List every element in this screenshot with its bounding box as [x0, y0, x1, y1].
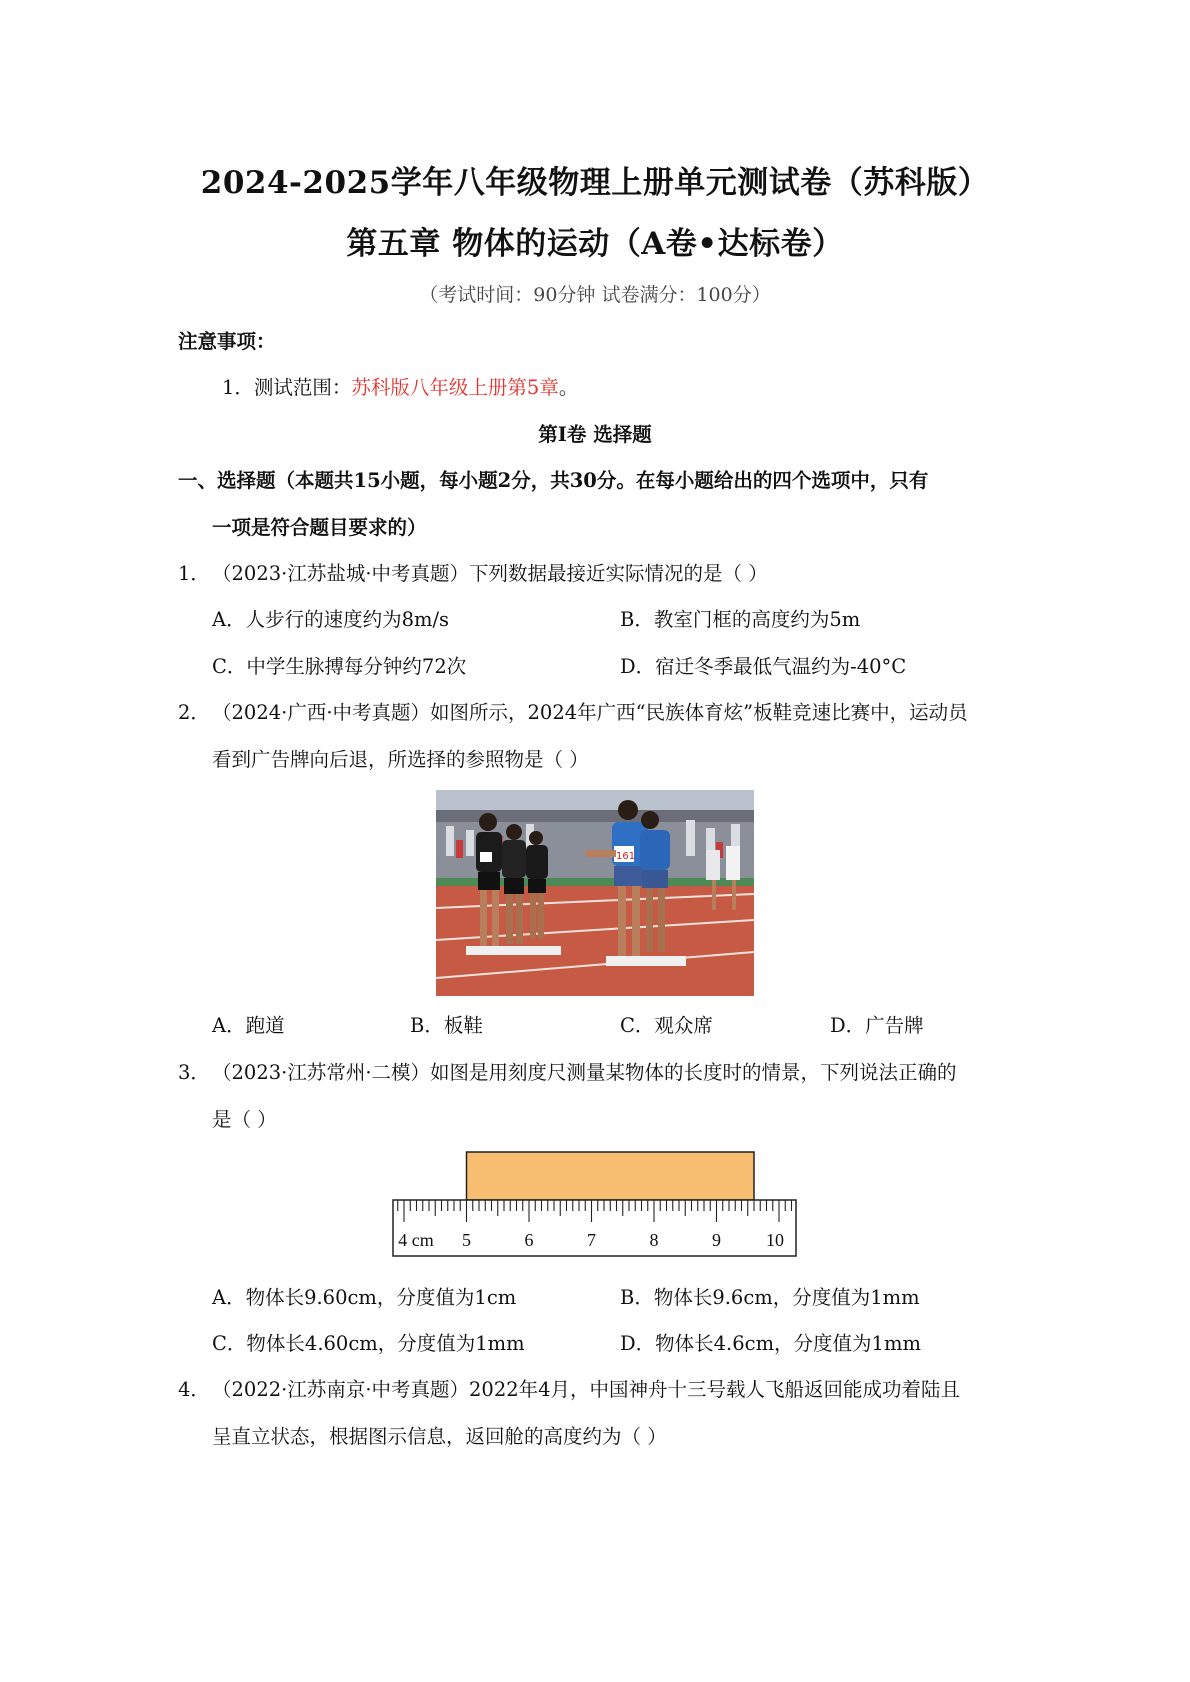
- part-title-line2: 一项是符合题目要求的）: [212, 516, 427, 539]
- question-number: 2．: [178, 701, 210, 724]
- ruler-label: 4 cm: [398, 1230, 434, 1250]
- option-d[interactable]: D．宿迁冬季最低气温约为-40°C: [620, 655, 907, 678]
- question-number: 4．: [178, 1378, 210, 1401]
- ruler-label: 5: [462, 1230, 471, 1250]
- test-range: 苏科版八年级上册第5章: [351, 376, 559, 399]
- notes-item-1-suffix: 。: [558, 376, 579, 399]
- ruler-figure: [390, 1150, 800, 1260]
- ruler-label: 9: [712, 1230, 721, 1250]
- option-c[interactable]: C．物体长4.60cm，分度值为1mm: [212, 1332, 525, 1355]
- part-title-line1: 一、选择题（本题共15小题，每小题2分，共30分。在每小题给出的四个选项中，只有: [178, 469, 929, 492]
- option-b[interactable]: B．板鞋: [410, 1014, 483, 1037]
- question-stem-line1: （2024·广西·中考真题）如图所示，2024年广西“民族体育炫”板鞋竞速比赛中，运动员: [212, 701, 968, 724]
- question-number: 3．: [178, 1061, 210, 1084]
- option-a[interactable]: A．物体长9.60cm，分度值为1cm: [212, 1286, 517, 1309]
- ruler-label: 7: [587, 1230, 596, 1250]
- question-stem-line1: （2022·江苏南京·中考真题）2022年4月，中国神舟十三号载人飞船返回能成功着陆且: [212, 1378, 961, 1401]
- exam-info: （考试时间：90分钟 试卷满分：100分）: [419, 284, 771, 306]
- option-c[interactable]: C．中学生脉搏每分钟约72次: [212, 655, 467, 678]
- notes-item-1-prefix: 1．测试范围：: [222, 376, 352, 399]
- option-a[interactable]: A．人步行的速度约为8m/s: [212, 608, 450, 631]
- ruler-label: 6: [524, 1230, 534, 1250]
- exam-title: 2024-2025学年八年级物理上册单元测试卷（苏科版）: [200, 165, 990, 201]
- option-c[interactable]: C．观众席: [620, 1014, 713, 1037]
- ruler-label: 10: [766, 1230, 784, 1250]
- option-d[interactable]: D．广告牌: [830, 1014, 924, 1037]
- volume-title: 第I卷 选择题: [538, 423, 652, 446]
- question-stem-line2: 呈直立状态，根据图示信息，返回舱的高度约为（ ）: [212, 1425, 667, 1448]
- question-number: 1．: [178, 562, 210, 585]
- chapter-title: 第五章 物体的运动（A卷•达标卷）: [346, 226, 844, 262]
- notes-item-1: [222, 372, 578, 400]
- question-stem-line1: （2023·江苏常州·二模）如图是用刻度尺测量某物体的长度时的情景，下列说法正确的: [212, 1061, 957, 1084]
- question-stem-line2: 是（ ）: [212, 1108, 277, 1131]
- option-a[interactable]: A．跑道: [212, 1014, 285, 1037]
- bib-number: 161: [616, 851, 636, 862]
- ruler-label: 8: [649, 1230, 659, 1250]
- option-b[interactable]: B．教室门框的高度约为5m: [620, 608, 861, 631]
- relay-race-photo: [436, 790, 754, 996]
- option-d[interactable]: D．物体长4.6cm，分度值为1mm: [620, 1332, 921, 1355]
- notes-heading: 注意事项：: [178, 330, 276, 353]
- option-b[interactable]: B．物体长9.6cm，分度值为1mm: [620, 1286, 920, 1309]
- question-stem: （2023·江苏盐城·中考真题）下列数据最接近实际情况的是（ ）: [212, 562, 768, 585]
- question-stem-line2: 看到广告牌向后退，所选择的参照物是（ ）: [212, 748, 589, 771]
- measured-object: [467, 1152, 755, 1200]
